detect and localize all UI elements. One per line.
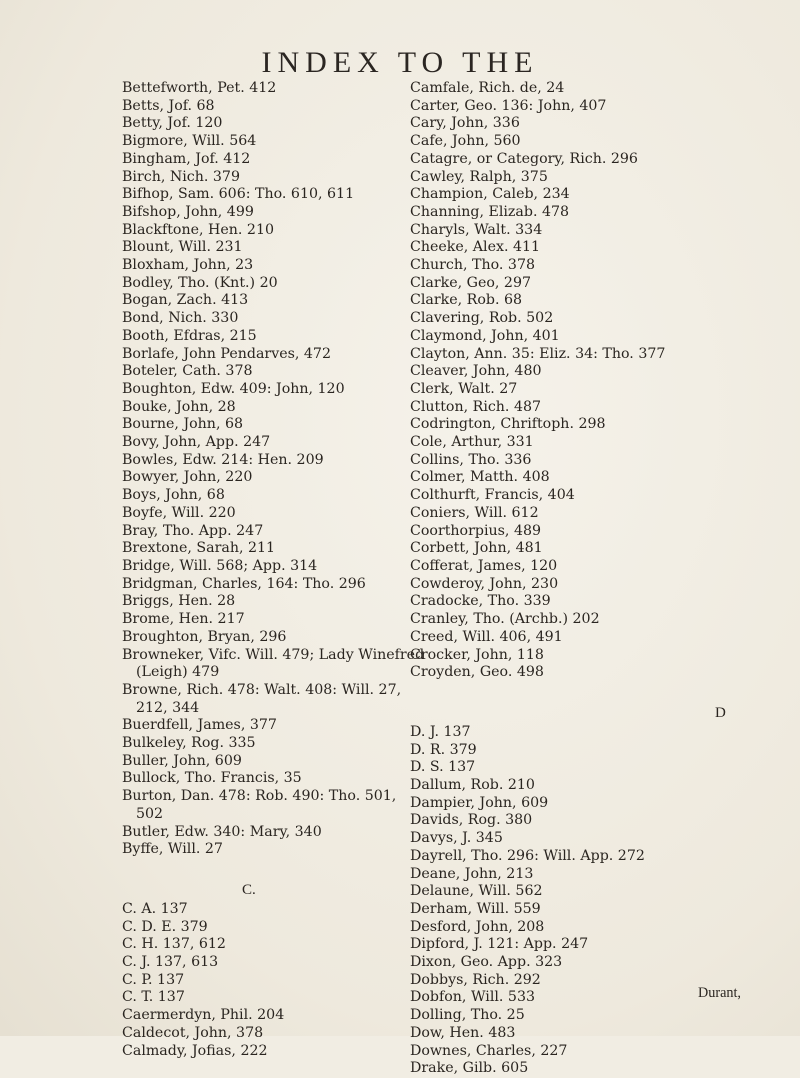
index-entry: Dampier, John, 609 bbox=[410, 794, 549, 811]
index-entry: D. S. 137 bbox=[410, 759, 476, 776]
index-entry: Bond, Nich. 330 bbox=[122, 310, 239, 327]
index-entry: Camfale, Rich. de, 24 bbox=[410, 80, 565, 96]
index-entry: Deane, John, 213 bbox=[410, 865, 534, 882]
index-entry: Clayton, Ann. 35: Eliz. 34: Tho. 377 bbox=[410, 345, 666, 362]
index-entry: Corbett, John, 481 bbox=[410, 540, 543, 557]
index-entry: Cawley, Ralph, 375 bbox=[410, 168, 548, 185]
index-entry: Browneker, Vifc. Will. 479; Lady Winefred bbox=[122, 646, 425, 663]
index-entry: Davys, J. 345 bbox=[410, 830, 503, 847]
index-entry: 212, 344 bbox=[136, 699, 200, 716]
page-heading: INDEX TO THE bbox=[261, 46, 539, 79]
index-entry: C. T. 137 bbox=[122, 989, 185, 1006]
index-entry: Croyden, Geo. 498 bbox=[410, 664, 544, 681]
index-entry: Cafe, John, 560 bbox=[410, 133, 521, 150]
index-entry: Cradocke, Tho. 339 bbox=[410, 593, 551, 610]
index-entry: Champion, Caleb, 234 bbox=[410, 186, 570, 203]
index-entry: Birch, Nich. 379 bbox=[122, 168, 240, 185]
index-entry: Bouke, John, 28 bbox=[122, 398, 236, 415]
left-c-entry-list bbox=[122, 901, 412, 1060]
index-entry: Blackftone, Hen. 210 bbox=[122, 221, 275, 238]
index-entry: Bigmore, Will. 564 bbox=[122, 133, 257, 150]
index-entry: Bray, Tho. App. 247 bbox=[122, 522, 264, 539]
index-entry: Butler, Edw. 340: Mary, 340 bbox=[122, 823, 322, 840]
right-column bbox=[410, 80, 780, 1078]
index-entry: Bifhop, Sam. 606: Tho. 610, 611 bbox=[122, 186, 355, 203]
index-entry: Cary, John, 336 bbox=[410, 115, 520, 132]
index-entry: Byffe, Will. 27 bbox=[122, 841, 223, 858]
index-entry: Clavering, Rob. 502 bbox=[410, 310, 554, 327]
index-entry: Cofferat, James, 120 bbox=[410, 557, 558, 574]
index-entry: Bourne, John, 68 bbox=[122, 416, 244, 433]
right-d-entry-list bbox=[410, 724, 780, 1078]
index-entry: Bowyer, John, 220 bbox=[122, 469, 253, 486]
index-entry: 502 bbox=[136, 805, 164, 822]
index-entry: Briggs, Hen. 28 bbox=[122, 593, 236, 610]
index-entry: Derham, Will. 559 bbox=[410, 900, 541, 917]
index-entry: Booth, Efdras, 215 bbox=[122, 327, 257, 344]
index-entry: Betty, Jof. 120 bbox=[122, 115, 223, 132]
index-entry: Coorthorpius, 489 bbox=[410, 522, 542, 539]
index-entry: Delaune, Will. 562 bbox=[410, 883, 543, 900]
index-entry: Crocker, John, 118 bbox=[410, 646, 544, 663]
index-entry: Brextone, Sarah, 211 bbox=[122, 540, 276, 557]
index-entry: (Leigh) 479 bbox=[136, 664, 220, 681]
index-entry: Buller, John, 609 bbox=[122, 752, 242, 769]
index-entry: Codrington, Chriftoph. 298 bbox=[410, 416, 606, 433]
index-entry: Clarke, Rob. 68 bbox=[410, 292, 523, 309]
index-entry: Dipford, J. 121: App. 247 bbox=[410, 936, 589, 953]
index-entry: Claymond, John, 401 bbox=[410, 327, 560, 344]
index-entry: Clutton, Rich. 487 bbox=[410, 398, 542, 415]
index-entry: Bingham, Jof. 412 bbox=[122, 150, 251, 167]
index-entry: Cheeke, Alex. 411 bbox=[410, 239, 541, 256]
index-entry: Boughton, Edw. 409: John, 120 bbox=[122, 380, 345, 397]
index-entry: Downes, Charles, 227 bbox=[410, 1042, 568, 1059]
index-entry: Davids, Rog. 380 bbox=[410, 812, 533, 829]
index-entry: Bulkeley, Rog. 335 bbox=[122, 735, 256, 752]
index-entry: Caldecot, John, 378 bbox=[122, 1024, 264, 1041]
index-entry: Bodley, Tho. (Knt.) 20 bbox=[122, 274, 278, 291]
index-entry: Borlafe, John Pendarves, 472 bbox=[122, 345, 331, 362]
index-entry: Boyfe, Will. 220 bbox=[122, 504, 236, 521]
index-entry: Collins, Tho. 336 bbox=[410, 451, 532, 468]
index-entry: Bogan, Zach. 413 bbox=[122, 292, 249, 309]
index-entry: Colthurft, Francis, 404 bbox=[410, 487, 575, 504]
index-entry: Dixon, Geo. App. 323 bbox=[410, 954, 563, 971]
index-entry: Creed, Will. 406, 491 bbox=[410, 628, 563, 645]
catchword: Durant, bbox=[698, 985, 741, 1001]
section-gap bbox=[410, 682, 780, 702]
index-entry: Cranley, Tho. (Archb.) 202 bbox=[410, 611, 600, 628]
index-entry: Caermerdyn, Phil. 204 bbox=[122, 1007, 285, 1024]
index-entry: Cole, Arthur, 331 bbox=[410, 434, 534, 451]
index-entry: C. J. 137, 613 bbox=[122, 954, 219, 971]
index-entry: Blount, Will. 231 bbox=[122, 239, 243, 256]
left-entry-list bbox=[122, 80, 425, 859]
index-entry: Boteler, Cath. 378 bbox=[122, 363, 253, 380]
index-entry: Bettefworth, Pet. 412 bbox=[122, 80, 277, 96]
index-entry: C. P. 137 bbox=[122, 971, 185, 988]
index-entry: Brome, Hen. 217 bbox=[122, 611, 245, 628]
index-entry: Dobbys, Rich. 292 bbox=[410, 971, 541, 988]
index-entry: Broughton, Bryan, 296 bbox=[122, 628, 287, 645]
index-entry: Dayrell, Tho. 296: Will. App. 272 bbox=[410, 847, 645, 864]
index-entry: Bridgman, Charles, 164: Tho. 296 bbox=[122, 575, 366, 592]
index-entry: Dobfon, Will. 533 bbox=[410, 989, 535, 1006]
right-entry-list bbox=[410, 80, 780, 682]
index-entry: Bifshop, John, 499 bbox=[122, 203, 254, 220]
section-gap bbox=[122, 859, 412, 879]
index-entry: Bloxham, John, 23 bbox=[122, 257, 254, 274]
index-entry: Boys, John, 68 bbox=[122, 487, 225, 504]
index-entry: Catagre, or Category, Rich. 296 bbox=[410, 150, 638, 167]
index-entry: Drake, Gilb. 605 bbox=[410, 1060, 529, 1077]
index-entry: Cowderoy, John, 230 bbox=[410, 575, 559, 592]
index-entry: Dallum, Rob. 210 bbox=[410, 777, 535, 794]
index-entry: D. R. 379 bbox=[410, 741, 477, 758]
index-entry: Bridge, Will. 568; App. 314 bbox=[122, 557, 318, 574]
index-entry: Buerdfell, James, 377 bbox=[122, 717, 277, 734]
index-entry: Colmer, Matth. 408 bbox=[410, 469, 550, 486]
index-entry: Church, Tho. 378 bbox=[410, 257, 536, 274]
index-entry: D. J. 137 bbox=[410, 723, 471, 740]
index-entry: Calmady, Jofias, 222 bbox=[122, 1042, 268, 1059]
index-entry: Charyls, Walt. 334 bbox=[410, 221, 543, 238]
index-entry: Betts, Jof. 68 bbox=[122, 97, 215, 114]
section-letter-d: D bbox=[715, 704, 726, 721]
index-entry: Cleaver, John, 480 bbox=[410, 363, 542, 380]
left-column bbox=[122, 80, 425, 1060]
index-entry: Clerk, Walt. 27 bbox=[410, 380, 518, 397]
index-entry: Coniers, Will. 612 bbox=[410, 504, 539, 521]
index-entry: Bovy, John, App. 247 bbox=[122, 434, 271, 451]
index-entry: Carter, Geo. 136: John, 407 bbox=[410, 97, 607, 114]
index-entry: Burton, Dan. 478: Rob. 490: Tho. 501, bbox=[122, 788, 397, 805]
index-entry: Desford, John, 208 bbox=[410, 918, 545, 935]
index-entry: Bullock, Tho. Francis, 35 bbox=[122, 770, 302, 787]
index-entry: C. H. 137, 612 bbox=[122, 936, 226, 953]
index-entry: Clarke, Geo, 297 bbox=[410, 274, 532, 291]
index-entry: Browne, Rich. 478: Walt. 408: Will. 27, bbox=[122, 681, 402, 698]
index-entry: C. D. E. 379 bbox=[122, 918, 208, 935]
index-entry: Dow, Hen. 483 bbox=[410, 1024, 516, 1041]
index-entry: C. A. 137 bbox=[122, 900, 188, 917]
section-letter-c: C. bbox=[242, 881, 256, 898]
index-entry: Bowles, Edw. 214: Hen. 209 bbox=[122, 451, 324, 468]
index-entry: Dolling, Tho. 25 bbox=[410, 1007, 525, 1024]
index-entry: Channing, Elizab. 478 bbox=[410, 203, 570, 220]
